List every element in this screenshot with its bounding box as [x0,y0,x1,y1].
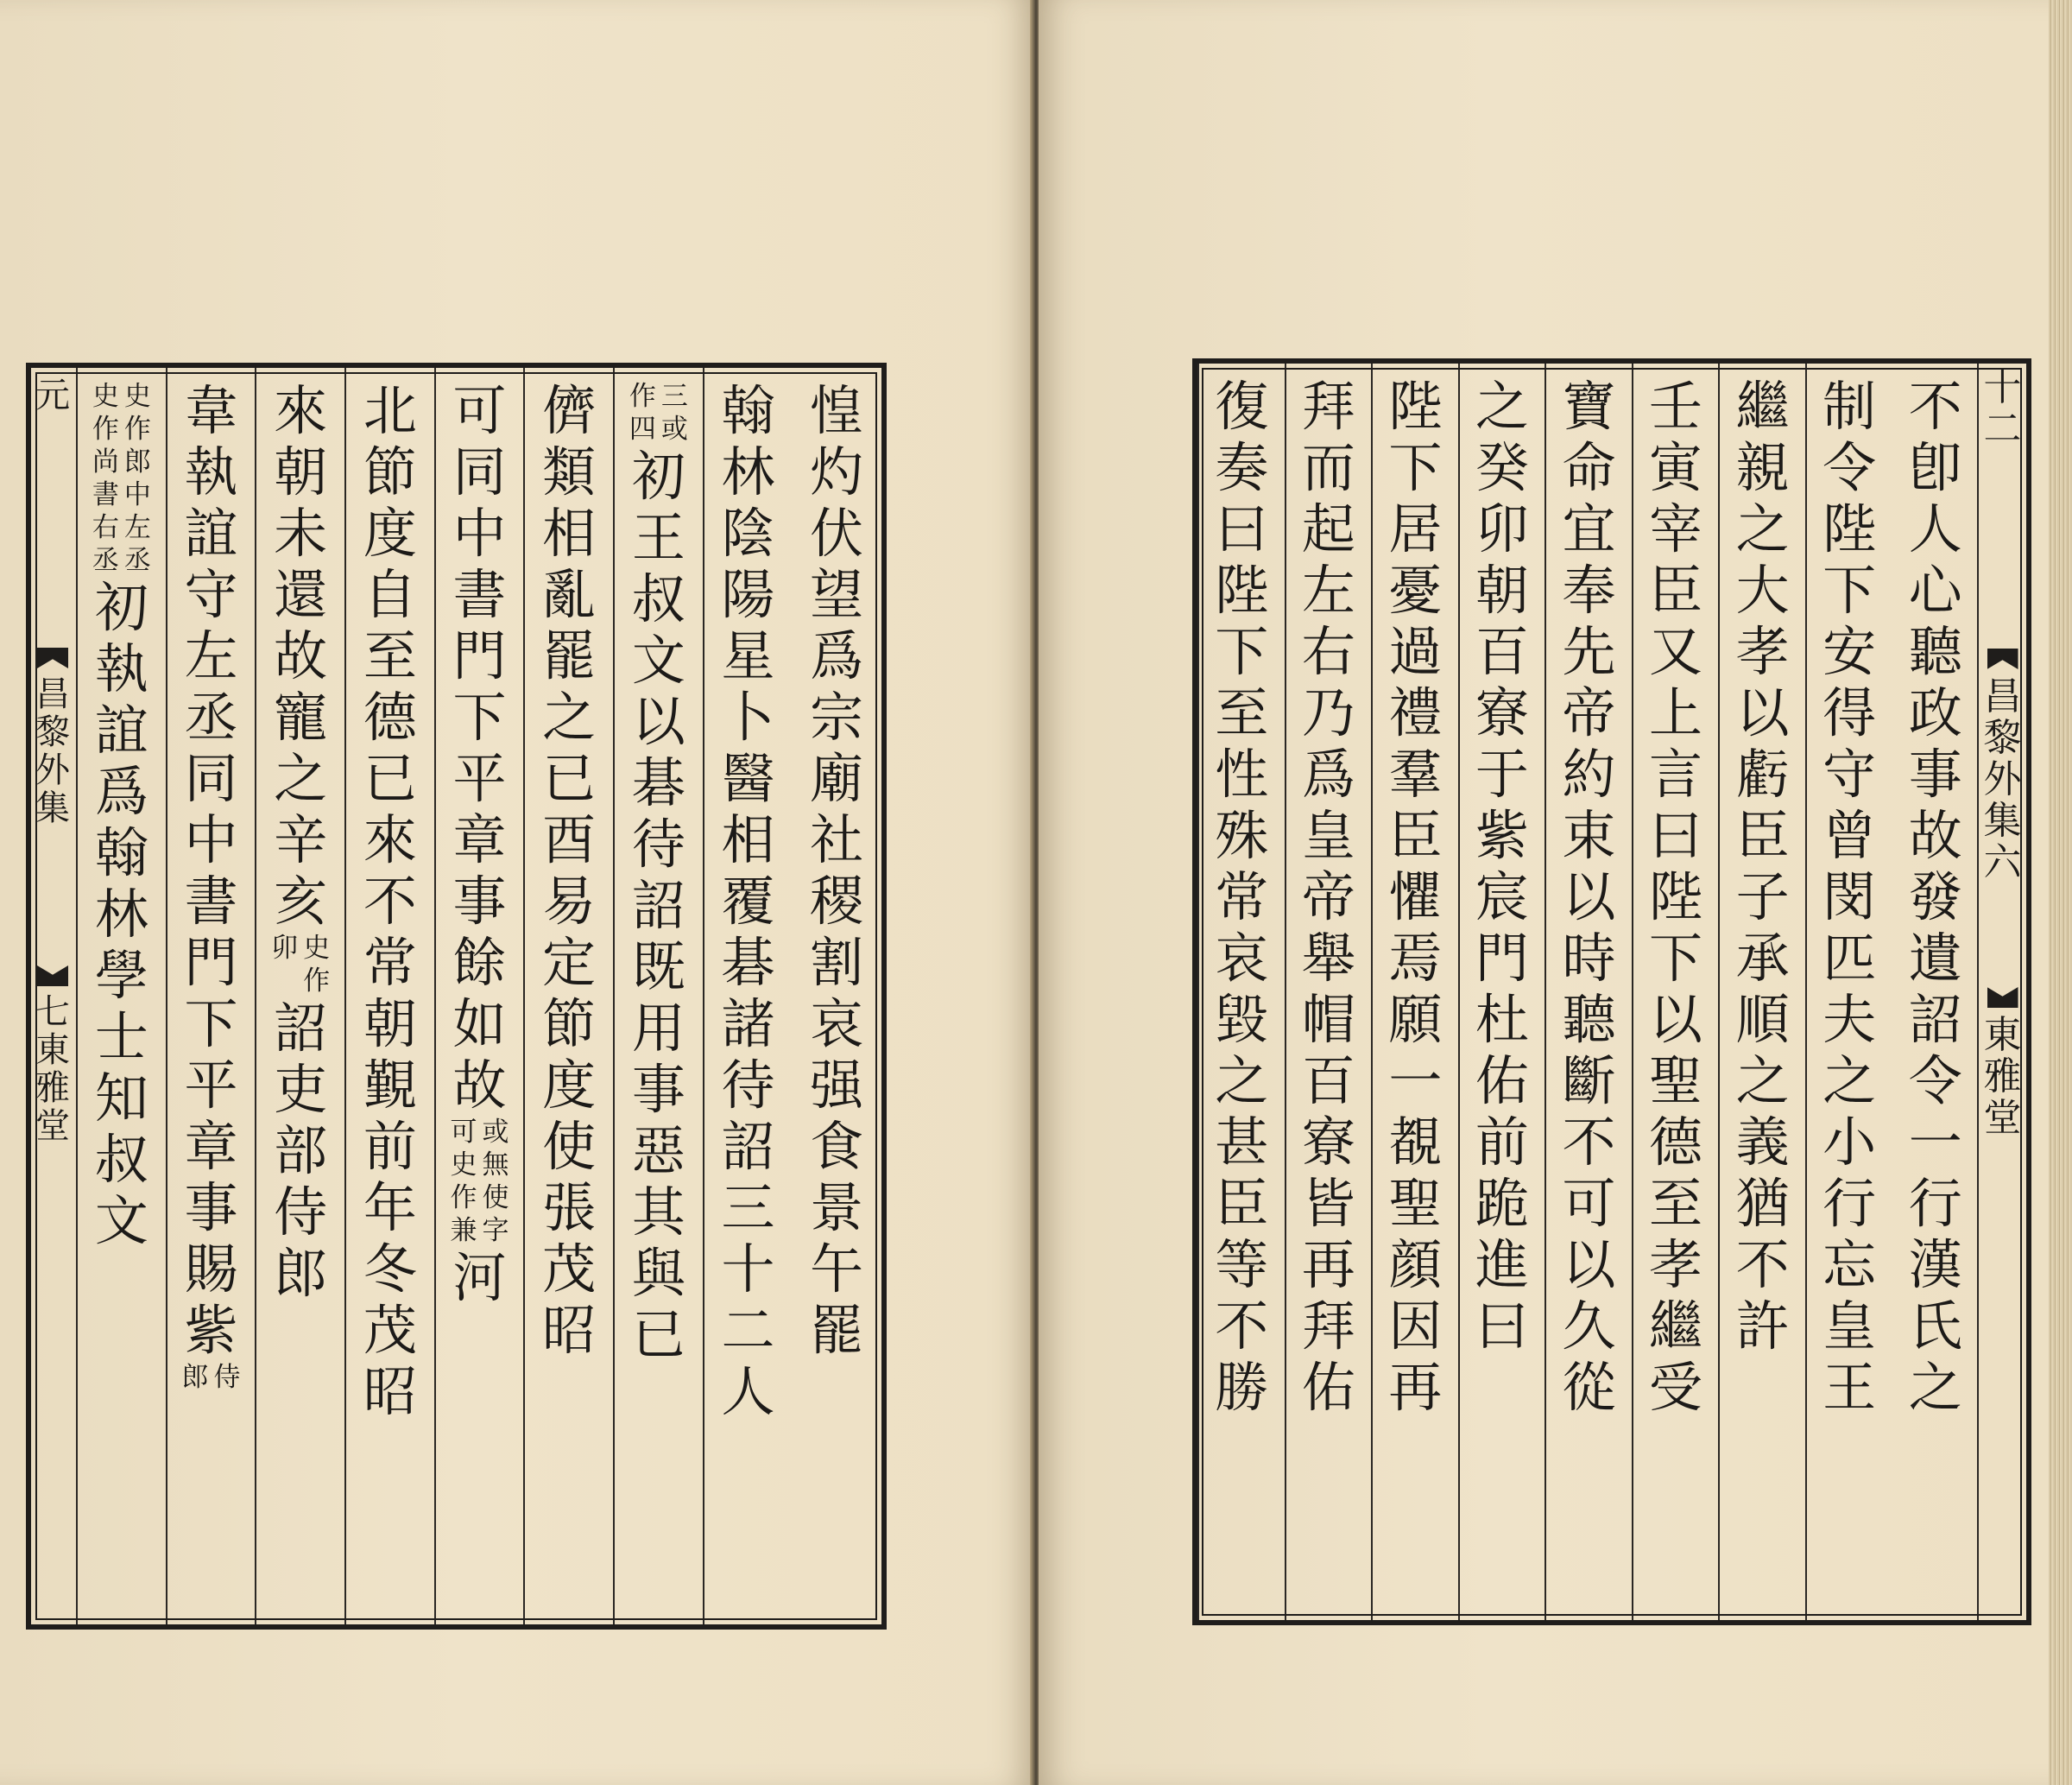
main-text: 復 奏 曰 陛 下 至 性 殊 常 哀 毀 之 甚 臣 等 不 勝 [1215,375,1269,1419]
note-left-line: 卯 [271,933,299,964]
main-text: 寶 命 宜 奉 先 帝 約 束 以 時 聽 斷 不 可 以 久 從 [1562,375,1616,1419]
main-text: 制 令 陛 下 安 得 守 曾 閔 匹 夫 之 小 行 忘 皇 王 [1822,375,1877,1419]
note-right-line: 侍 [213,1362,241,1393]
right-page [1039,0,2049,1785]
text-column [76,368,166,1624]
main-text: 可 同 中 書 門 下 平 章 事 餘 如 故 [452,379,507,1117]
interlinear-note [271,932,330,997]
margin-top-mark: 元 [35,376,70,415]
margin-title: 昌 黎 外 集 六 [1983,674,2022,884]
right-text-frame [1192,358,2031,1625]
text-column [166,368,256,1624]
main-text: 北 節 度 自 至 德 已 來 不 常 朝 覲 前 年 冬 茂 昭 [363,379,417,1423]
margin-title: 昌 黎 外 集 [35,674,70,828]
interlinear-note [181,1361,240,1394]
text-column [1371,364,1458,1620]
text-column [613,368,703,1624]
margin-folio: 十 二 [1983,365,2022,451]
note-left-line: 郎 [181,1362,209,1393]
main-text: 拜 而 起 左 右 乃 爲 皇 帝 舉 帽 百 寮 皆 再 拜 佑 [1301,375,1355,1419]
page-edges [2049,0,2072,1785]
interlinear-note [629,380,688,446]
left-margin-column [31,368,74,1624]
text-column [255,368,344,1624]
text-column [1892,364,1979,1620]
interlinear-note [92,380,151,577]
main-text: 繼 親 之 大 孝 以 虧 臣 子 承 順 之 義 猶 不 許 [1735,375,1790,1358]
text-column [792,368,881,1624]
text-column [344,368,434,1624]
note-left-line: 可 史 作 兼 [450,1117,477,1246]
left-columns [76,368,881,1624]
main-text: 詔 吏 部 侍 郎 [274,997,328,1305]
margin-publisher: 東 雅 堂 [35,1030,70,1146]
note-right-line: 史 作 郎 中 左 丞 [123,381,151,576]
text-column [1285,364,1372,1620]
main-text: 韋 執 誼 守 左 丞 同 中 書 門 下 平 章 事 賜 紫 [184,379,238,1362]
main-text: 河 [452,1246,507,1309]
text-column [703,368,793,1624]
right-columns [1197,364,1979,1620]
text-column [1718,364,1805,1620]
note-left-line: 作 四 [629,381,656,445]
fish-tail-mark-top [37,648,68,668]
text-column [523,368,613,1624]
note-right-line: 三 或 [660,381,688,445]
fish-tail-mark-top [1987,649,2018,669]
text-column [1458,364,1545,1620]
fish-tail-mark-bottom [37,965,68,986]
margin-publisher: 東 雅 堂 [1983,1013,2022,1140]
main-text: 惶 灼 伏 望 爲 宗 廟 社 稷 割 哀 强 食 景 午 罷 [810,379,864,1362]
margin-folio: 七 [35,992,70,1032]
main-text: 初 執 誼 爲 翰 林 學 士 知 叔 文 [94,576,148,1252]
text-column [1632,364,1719,1620]
main-text: 初 王 叔 文 以 碁 待 詔 既 用 事 惡 其 與 已 [631,445,685,1366]
main-text: 來 朝 未 還 故 寵 之 辛 亥 [274,379,328,933]
left-text-frame [26,363,887,1630]
note-right-line: 或 無 使 字 [482,1117,509,1246]
main-text: 之 癸 卯 朝 百 寮 于 紫 宸 門 杜 佑 前 跪 進 曰 [1475,375,1529,1358]
note-left-line: 史 作 尚 書 右 丞 [92,381,119,576]
text-column [1197,364,1285,1620]
text-column [1805,364,1892,1620]
main-text: 翰 林 陰 陽 星 卜 醫 相 覆 碁 諸 待 詔 三 十 二 人 [721,379,775,1423]
main-text: 壬 寅 宰 臣 又 上 言 曰 陛 下 以 聖 德 至 孝 繼 受 [1649,375,1703,1419]
main-text: 陛 下 居 憂 過 禮 羣 臣 懼 焉 願 一 覩 聖 顔 因 再 [1388,375,1443,1419]
note-right-line: 史 作 [303,933,331,997]
left-page [0,0,1033,1785]
right-margin-column [1977,364,2026,1620]
interlinear-note [450,1116,509,1247]
text-column [434,368,524,1624]
fish-tail-mark-bottom [1987,987,2018,1008]
main-text: 儕 類 相 亂 罷 之 已 酉 易 定 節 度 使 張 茂 昭 [542,379,597,1362]
text-column [1545,364,1632,1620]
main-text: 不 卽 人 心 聽 政 事 故 發 遺 詔 令 一 行 漢 氏 之 [1908,375,1962,1419]
